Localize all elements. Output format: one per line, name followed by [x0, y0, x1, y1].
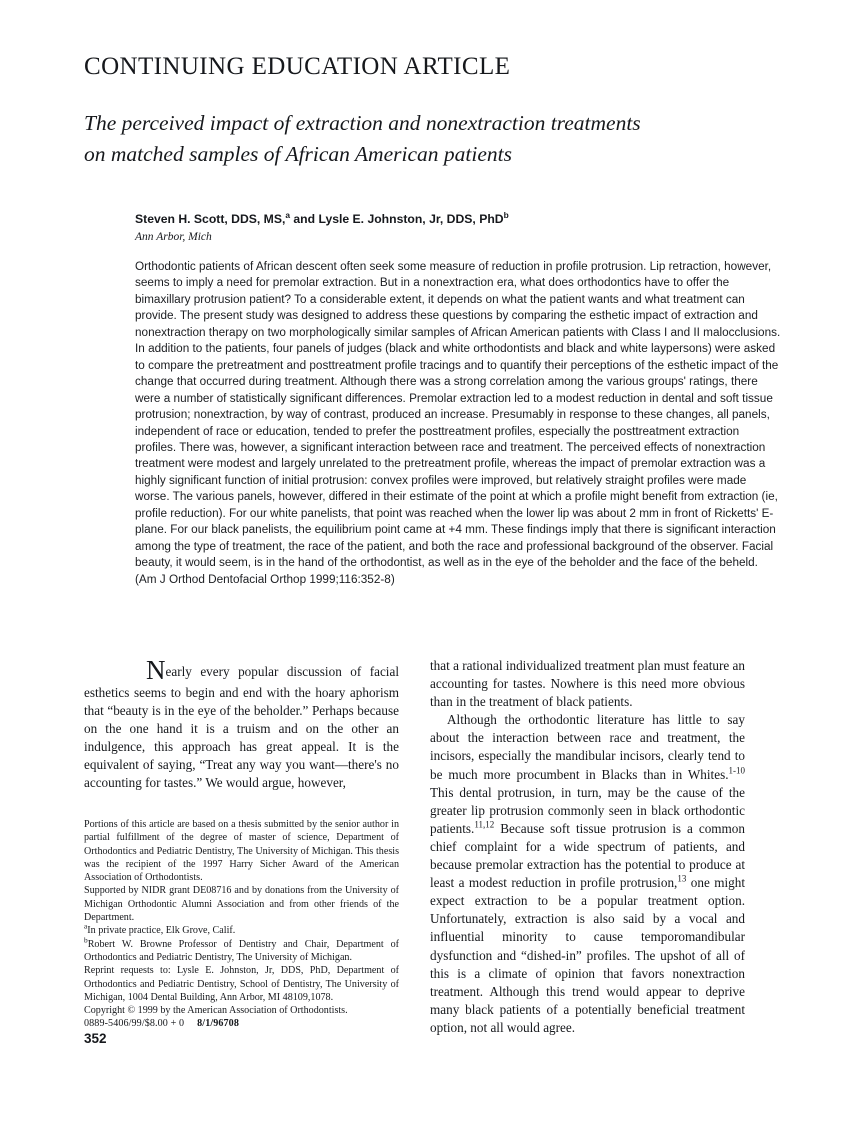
issn-value: 0889-5406/99/$8.00 + 0 — [84, 1018, 185, 1030]
citation-reference-2: 11,12 — [474, 819, 495, 830]
footnote-issn — [84, 1017, 399, 1030]
footnote-marker-a: a — [84, 922, 88, 932]
footnote-copyright: Copyright © 1999 by the American Association of Orthodontists. — [84, 1005, 348, 1017]
footnote-reprint-requests: Reprint requests to: Lysle E. Johnston, Jr, DDS, PhD, Department of Orthodontics and Pediatric Dentistry, School of Dentistry, The University of Michigan, 1004 Dental Building, Ann Arbor, MI 48109,1078. — [84, 965, 399, 1003]
citation-reference-3: 13 — [677, 873, 687, 884]
footnote-support: Supported by NIDR grant DE08716 and by donations from the University of Michigan Orthodontic Alumni Association and from other friends of the Department. — [84, 885, 399, 924]
footnote-affiliation-b-text: Robert W. Browne Professor of Dentistry and Chair, Department of Orthodontics and Pediatric Dentistry, The University of Michigan. — [84, 938, 399, 963]
page-title — [84, 108, 784, 170]
body-column-left — [84, 657, 399, 793]
body-column-right — [430, 657, 745, 1037]
paragraph-literature — [430, 711, 745, 1037]
author-name-first: Steven H. Scott, DDS, MS, — [135, 212, 286, 226]
author-affiliation: Ann Arbor, Mich — [135, 231, 212, 243]
footnote-block — [84, 818, 399, 1031]
title-line-1: The perceived impact of extraction and nonextraction treatments — [84, 111, 641, 135]
citation-reference-1: 1-10 — [728, 765, 745, 776]
paragraph-opening — [84, 657, 399, 793]
abstract-text: Orthodontic patients of African descent often seek some measure of reduction in profile protrusion. Lip retraction, however, seems to imply a need for premolar extraction. But in a nonextraction era, what does orthodontics have to offer the bimaxillary protrusion patient? To a considerable extent, it depends on what the patient wants and what treatment can provide. The present study was designed to address these questions by comparing the esthetic impact of extraction and nonextraction therapy on two morphologically similar samples of African American patients with Class I and II malocclusions. In addition to the patients, four panels of judges (black and white orthodontists and black and white laypersons) were asked to compare the pretreatment and posttreatment profile tracings and to quantify their perceptions of the esthetic impact of the change that occurred during treatment. Although there was a strong correlation among the various groups' ratings, there were a number of statistically significant differences. Premolar extraction led to a modest reduction in dental and soft tissue protrusion; nonextraction, by way of contrast, produced an increase. Presumably in response to these changes, all panels, independent of race or education, tended to prefer the posttreatment profiles, especially the posttreatment extraction profiles. There was, however, a significant interaction between race and treatment. The perceived effects of nonextraction treatment were modest and largely unrelated to the pretreatment profile, whereas the impact of premolar extraction was a highly significant function of initial protrusion: convex profiles were improved, but relatively straight profiles were made worse. The various panels, however, differed in their estimate of the point at which a profile might benefit from extraction (ie, profile reduction). For our white panelists, that point was reached when the lower lip was about 2 mm in front of Ricketts' E-plane. For our black panelists, the equilibrium point came at +4 mm. These findings imply that there is significant interaction among the type of treatment, the race of the patient, and both the race and professional background of the observer. Facial beauty, it would seem, is in the hand of the orthodontist, as well as in the eye of the beholder and the face of the beheld. (Am J Orthod Dentofacial Orthop 1999;116:352-8) — [135, 260, 781, 586]
footnote-marker-b: b — [84, 935, 88, 945]
paragraph-literature-d: one might expect extraction to be a popular treatment option. Unfortunately, extraction is also said by a vocal and influential minority to cause temporomandibular dysfunction and “dished-in” profiles. The upshot of all of this is a climate of opinion that favors nonextraction treatment. Although this trend would appear to deprive many black patients of a potentially beneficial treatment option, not all would agree. — [430, 875, 745, 1035]
footnote-thesis: Portions of this article are based on a thesis submitted by the senior author in partial fulfillment of the degree of master of science, Department of Orthodontics and Pediatric Dentistry, The University of Michigan. This thesis was the recipient of the 1997 Harry Sicher Award of the American Association of Orthodontists. — [84, 819, 399, 884]
paragraph-literature-b: This dental protrusion, in turn, may be the cause of the greater lip protrusion commonly seen in black orthodontic patients. — [430, 784, 745, 836]
footnote-affiliation-b — [84, 935, 399, 965]
paragraph-literature-c: Because soft tissue protrusion is a common chief complaint for a wide spectrum of patients, and because premolar extraction has the potential to produce at least a modest reduction in profile protrusion, — [430, 820, 745, 891]
footnote-affiliation-a — [84, 924, 399, 937]
title-line-2: on matched samples of African American patients — [84, 142, 512, 166]
paragraph-opening-text: early every popular discussion of facial esthetics seems to begin and end with the hoary aphorism that “beauty is in the eye of the beholder.” Perhaps because on the one hand it is a truism and on the other an indulgence, this approach has great appeal. It is the equivalent of saying, “Treat any way you want—there's no accounting for tastes.” We would argue, however, — [84, 664, 399, 791]
drop-cap: N — [146, 655, 166, 685]
paragraph-continuation: that a rational individualized treatment plan must feature an accounting for tastes. Nowhere is this need more obvious than in the treatment of black patients. — [430, 658, 745, 710]
page-number: 352 — [84, 1031, 107, 1046]
author-name-second: and Lysle E. Johnston, Jr, DDS, PhD — [290, 212, 504, 226]
issn-article-code: 8/1/96708 — [197, 1018, 239, 1030]
author-byline — [135, 209, 775, 226]
section-label: CONTINUING EDUCATION ARTICLE — [84, 53, 511, 80]
footnote-affiliation-a-text: In private practice, Elk Grove, Calif. — [87, 925, 236, 937]
author-footnote-marker-b: b — [503, 209, 509, 220]
paragraph-literature-a: Although the orthodontic literature has little to say about the interaction between race and treatment, the incisors, especially the mandibular incisors, clearly tend to be much more procumbent in Blacks than in Whites. — [430, 712, 745, 782]
author-footnote-marker-a: a — [285, 209, 291, 220]
